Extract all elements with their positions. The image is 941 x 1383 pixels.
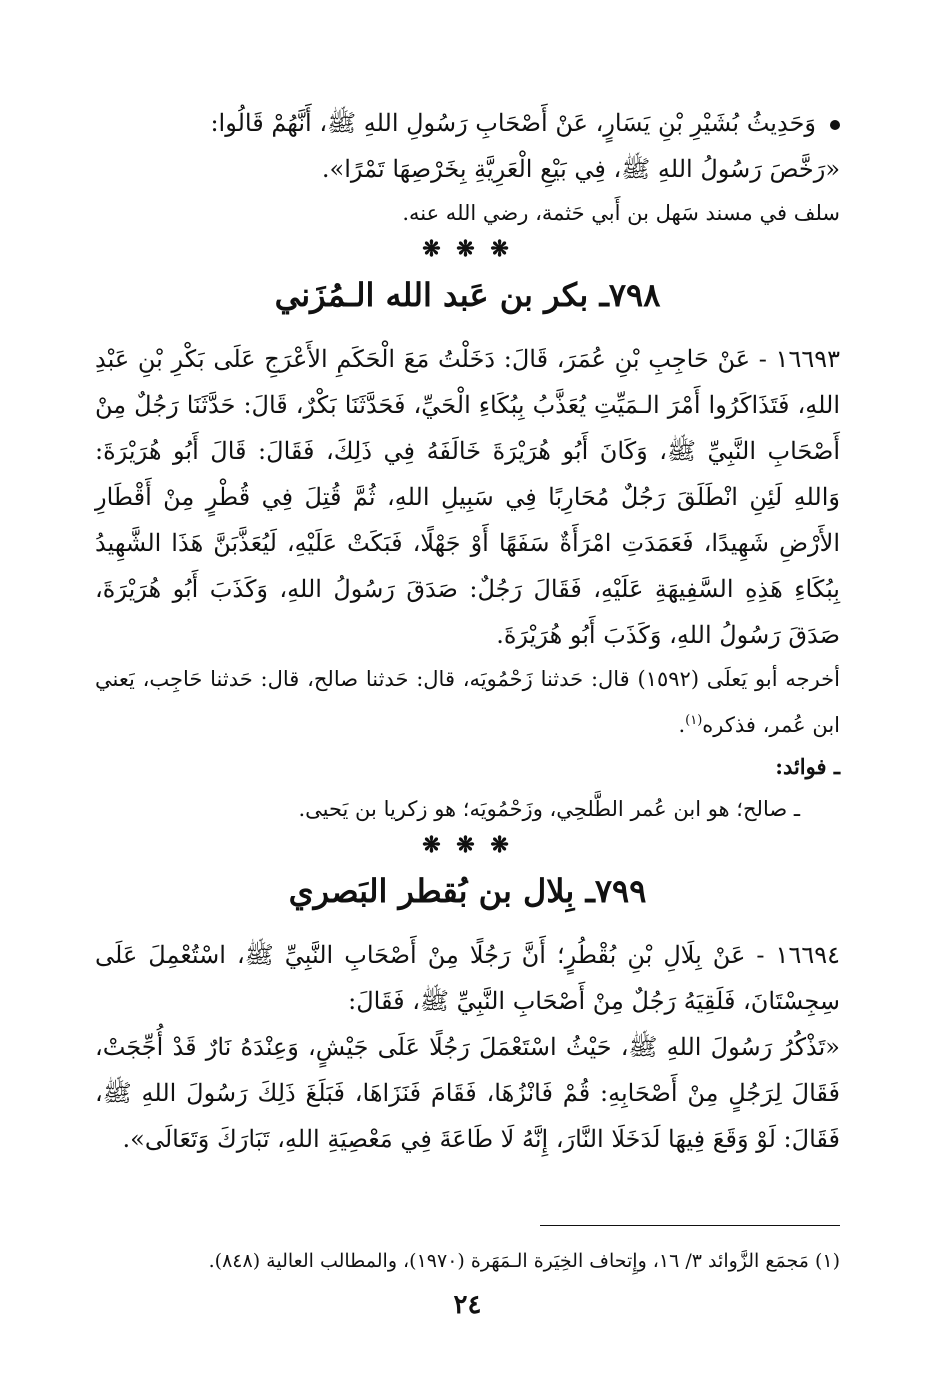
separator-stars: ❋ ❋ ❋ [422, 236, 513, 262]
fawaid-line: ـ صالح؛ هو ابن عُمر الطَّلحِي، وزَحْمُويَه؛ هو زكريا بن يَحيى. [298, 797, 800, 821]
hadith-16694-quote: «تَذْكُرُ رَسُولَ اللهِ ﷺ، حَيْثُ اسْتَعْمَلَ رَجُلًا عَلَى جَيْشٍ، وَعِنْدَهُ نَارٌ قَدْ أُجِّجَتْ، فَقَالَ لِرَجُلٍ مِنْ أَصْحَابِهِ: قُمْ فَانْزُهَا، فَقَامَ فَنَزَاهَا، فَبَلَغَ ذَلِكَ رَسُولَ اللهِ ﷺ، فَقَالَ: لَوْ وَقَعَ فِيهَا لَدَخَلَا النَّارَ، إِنَّهُ لَا طَاعَةَ فِي مَعْصِيَةِ اللهِ، تَبَارَكَ وَتَعَالَى». [95, 1033, 840, 1153]
footnote-ref: (١) [685, 713, 703, 728]
separator-stars-2: ❋ ❋ ❋ [422, 832, 513, 858]
section-798-heading: ٧٩٨ـ بكر بن عَبد الله الـمُزَني [274, 276, 661, 314]
footnote: (١) مَجمَع الزَّوائد ٣/ ١٦، وإِتحاف الخِيَرة الـمَهَرة (١٩٧٠)، والمطالب العالية (٨٤٨). [208, 1250, 840, 1272]
page-number: ٢٤ [453, 1290, 482, 1320]
hadith-16694-intro: ١٦٦٩٤ - عَنْ بِلَالِ بْنِ بُقْطُرٍ؛ أَنَّ رَجُلًا مِنْ أَصْحَابِ النَّبِيِّ ﷺ، اسْتُعْمِلَ عَلَى سِجِسْتَانَ، فَلَقِيَهُ رَجُلٌ مِنْ أَصْحَابِ النَّبِيِّ ﷺ، فَقَالَ: [95, 941, 840, 1015]
bullet-icon [830, 120, 840, 130]
takhrij-end: . [678, 713, 686, 737]
hadith-16693: ١٦٦٩٣ - عَنْ حَاجِبِ بْنِ عُمَرَ، قَالَ: دَخَلْتُ مَعَ الْحَكَمِ الأَعْرَجِ عَلَى بَكْرِ بْنِ عَبْدِ اللهِ، فَتَذَاكَرُوا أَمْرَ الـمَيِّتِ يُعَذَّبُ بِبُكَاءِ الْحَيِّ، فَحَدَّثَنَا بَكْرٌ، قَالَ: حَدَّثَنَا رَجُلٌ مِنْ أَصْحَابِ النَّبِيِّ ﷺ، وَكَانَ أَبُو هُرَيْرَةَ خَالَفَهُ فِي ذَلِكَ، فَقَالَ: قَالَ أَبُو هُرَيْرَةَ: وَاللهِ لَئِنِ انْطَلَقَ رَجُلٌ مُحَارِبًا فِي سَبِيلِ اللهِ، ثُمَّ قُتِلَ فِي قُطْرٍ مِنْ أَقْطَارِ الأَرْضِ شَهِيدًا، فَعَمَدَتِ امْرَأَةٌ سَفَهًا أَوْ جَهْلًا، فَبَكَتْ عَلَيْهِ، لَيُعَذَّبَنَّ هَذَا الشَّهِيدُ بِبُكَاءِ هَذِهِ السَّفِيهَةِ عَلَيْهِ، فَقَالَ رَجُلٌ: صَدَقَ رَسُولُ اللهِ، وَكَذَبَ أَبُو هُرَيْرَةَ، صَدَقَ رَسُولُ اللهِ، وَكَذَبَ أَبُو هُرَيْرَةَ. [95, 345, 841, 649]
fawaid-title: ـ فوائد: [775, 754, 840, 779]
page-body [95, 100, 841, 1320]
section-799-heading: ٧٩٩ـ بِلال بن بُقطر البَصري [288, 872, 647, 910]
top-entry-line1: وَحَدِيثُ بُشَيْرِ بْنِ يَسَارٍ، عَنْ أَصْحَابِ رَسُولِ اللهِ ﷺ، أَنَّهُمْ قَالُوا: [210, 109, 816, 137]
top-entry-line2: «رَخَّصَ رَسُولُ اللهِ ﷺ، فِي بَيْعِ الْعَرِيَّةِ بِخَرْصِهَا تَمْرًا». [321, 155, 840, 183]
takhrij-16693 [95, 658, 840, 746]
top-entry [95, 100, 840, 192]
takhrij-text: أخرجه أبو يَعلَى (١٥٩٢) قال: حَدثنا زَحْمُويَه، قال: حَدثنا صالح، قال: حَدثنا حَاجِب، يَعني ابن عُمر، فذكره [95, 667, 840, 737]
footnote-divider [540, 1225, 840, 1226]
top-entry-note: سلف في مسند سَهل بن أَبي حَثمة، رضي الله عنه. [402, 201, 840, 225]
